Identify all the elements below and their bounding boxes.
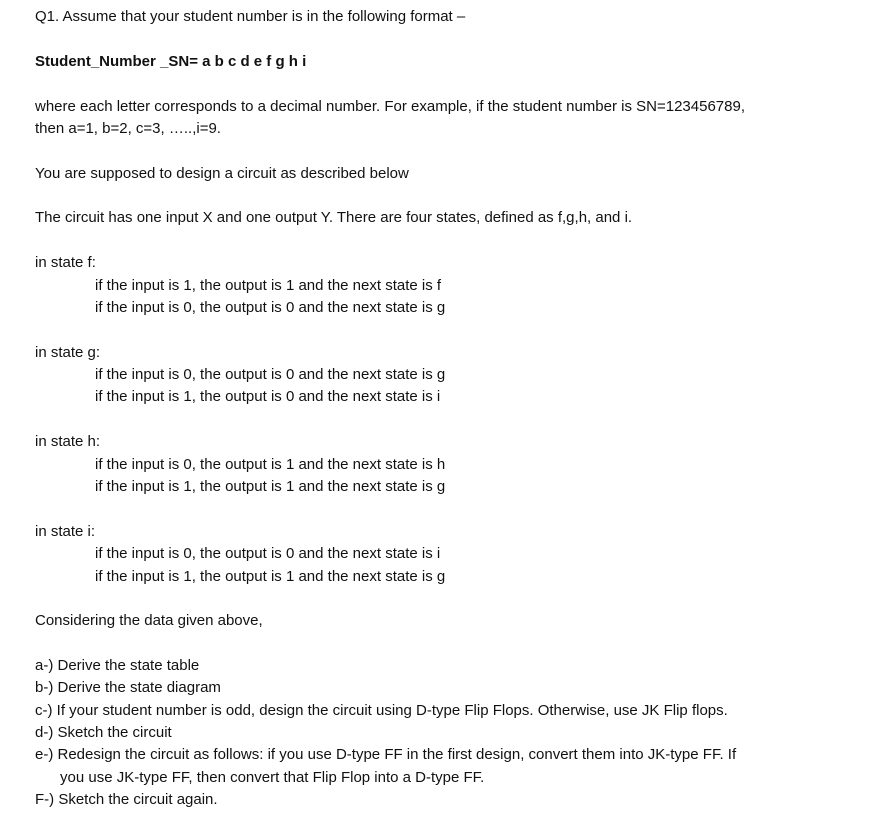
state-i-rule-2: if the input is 1, the output is 1 and the next state is g <box>95 568 446 585</box>
task-e-line-2: you use JK-type FF, then convert that Flip Flop into a D-type FF. <box>60 769 485 786</box>
task-f: F-) Sketch the circuit again. <box>35 791 218 808</box>
state-f-rule-2: if the input is 0, the output is 0 and the next state is g <box>95 299 446 316</box>
state-g-label: in state g: <box>35 344 101 361</box>
design-intro: You are supposed to design a circuit as described below <box>35 165 409 182</box>
state-g-rule-2: if the input is 1, the output is 0 and the next state is i <box>95 388 441 405</box>
description-line-1: where each letter corresponds to a decimal number. For example, if the student number is SN=123456789, <box>35 98 745 115</box>
state-f-label: in state f: <box>35 254 96 271</box>
state-h-label: in state h: <box>35 433 101 450</box>
student-number-format: Student_Number _SN= a b c d e f g h i <box>35 53 307 70</box>
state-g-rule-1: if the input is 0, the output is 0 and the next state is g <box>95 366 446 383</box>
considering-text: Considering the data given above, <box>35 612 263 629</box>
task-a: a-) Derive the state table <box>35 657 200 674</box>
circuit-intro: The circuit has one input X and one output Y. There are four states, defined as f,g,h, and i. <box>35 209 633 226</box>
state-i-rule-1: if the input is 0, the output is 0 and the next state is i <box>95 545 441 562</box>
state-h-rule-1: if the input is 0, the output is 1 and the next state is h <box>95 456 446 473</box>
task-e-line-1: e-) Redesign the circuit as follows: if you use D-type FF in the first design, convert them into JK-type FF. If <box>35 746 737 763</box>
task-b: b-) Derive the state diagram <box>35 679 221 696</box>
task-c: c-) If your student number is odd, design the circuit using D-type Flip Flops. Otherwise, use JK Flip flops. <box>35 702 728 719</box>
description-line-2: then a=1, b=2, c=3, …..,i=9. <box>35 120 221 137</box>
task-d: d-) Sketch the circuit <box>35 724 172 741</box>
state-h-rule-2: if the input is 1, the output is 1 and the next state is g <box>95 478 446 495</box>
state-i-label: in state i: <box>35 523 96 540</box>
question-heading: Q1. Assume that your student number is in the following format – <box>35 8 466 25</box>
state-f-rule-1: if the input is 1, the output is 1 and the next state is f <box>95 277 442 294</box>
